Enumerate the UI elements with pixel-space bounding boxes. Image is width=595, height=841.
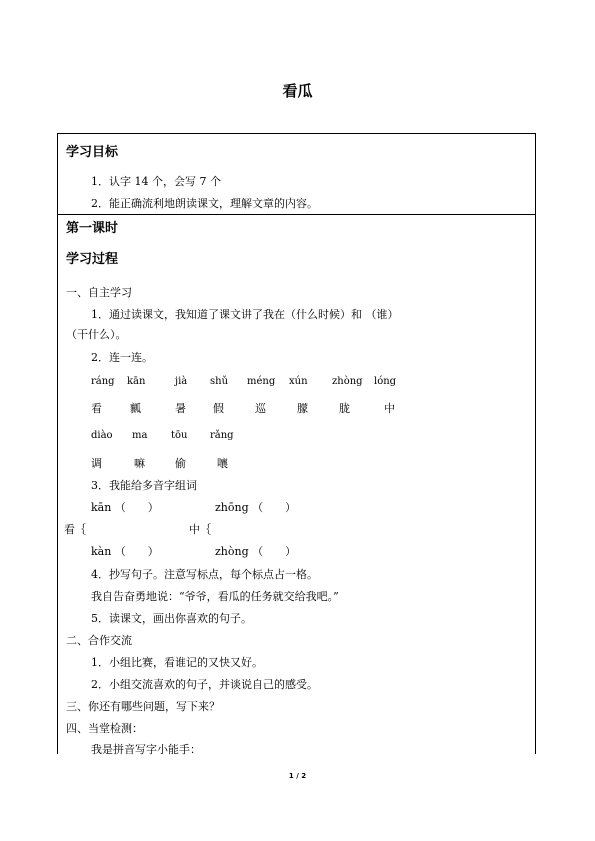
character-item: 朦 [297, 402, 308, 415]
pinyin-item: jià [175, 376, 188, 387]
cooperation-item-2: 2．小组交流喜欢的句子，并谈说自己的感受。 [91, 678, 318, 691]
question-1-line-1: 1．通过读课文，我知道了课文讲了我在（什么时候）和 （谁） [91, 308, 399, 321]
pinyin-item: ráng [91, 376, 115, 387]
character-item: 胧 [339, 402, 350, 415]
polyphone-zhong-char: 中｛ [189, 523, 211, 536]
character-item: 嘛 [134, 457, 145, 470]
character-item: 瓤 [130, 402, 141, 415]
goal-item-1: 1．认字 14 个，会写 7 个 [91, 175, 221, 188]
question-5: 5．读课文，画出你喜欢的句子。 [91, 612, 252, 625]
polyphone-zhong-first: zhōng （ ） [215, 501, 297, 514]
pinyin-item: zhòng [332, 376, 363, 387]
character-item: 看 [91, 402, 102, 415]
page-number: 1 / 2 [288, 772, 307, 780]
pinyin-item: shǔ [210, 376, 229, 387]
pinyin-item: tōu [171, 430, 188, 441]
process-heading: 学习过程 [66, 252, 119, 267]
character-item: 偷 [175, 457, 186, 470]
section-test: 四、当堂检测： [66, 722, 143, 735]
character-item: 调 [91, 457, 102, 470]
question-1-line-2: （干什么）。 [66, 328, 127, 341]
polyphone-kan-char: 看｛ [64, 523, 86, 536]
goal-item-2: 2．能正确流利地朗读课文，理解文章的内容。 [91, 197, 318, 210]
character-item: 嚷 [217, 457, 228, 470]
pinyin-item: méng [247, 376, 276, 387]
section-questions: 三、你还有哪些问题，写下来？ [66, 700, 220, 713]
lesson-period: 第一课时 [66, 221, 119, 236]
question-4-sentence: 我自告奋勇地说：“爷爷，看瓜的任务就交给我吧。” [91, 590, 339, 603]
question-2: 2．连一连。 [91, 351, 153, 364]
polyphone-kan-fourth: kàn （ ） [91, 545, 159, 558]
question-4: 4．抄写句子。注意写标点，每个标点占一格。 [91, 568, 318, 581]
section-cooperation: 二、合作交流 [66, 634, 132, 647]
goals-heading: 学习目标 [66, 145, 119, 160]
pinyin-item: diào [91, 430, 113, 441]
pinyin-item: ma [132, 430, 148, 441]
pinyin-item: lóng [374, 376, 397, 387]
character-item: 中 [384, 402, 395, 415]
page-title: 看瓜 [282, 82, 313, 100]
character-item: 暑 [175, 402, 186, 415]
polyphone-zhong-fourth: zhòng （ ） [215, 545, 297, 558]
lesson-section [57, 214, 536, 754]
test-item-1: 我是拼音写字小能手： [91, 743, 201, 756]
question-3: 3．我能给多音字组词 [91, 479, 197, 492]
character-item: 巡 [255, 402, 266, 415]
polyphone-kan-first: kān （ ） [91, 501, 159, 514]
pinyin-item: kān [127, 376, 146, 387]
character-item: 假 [213, 402, 224, 415]
section-self-study: 一、自主学习 [66, 286, 132, 299]
goals-section [57, 133, 536, 215]
pinyin-item: xún [289, 376, 308, 387]
pinyin-item: rǎng [210, 430, 234, 441]
cooperation-item-1: 1．小组比赛，看谁记的又快又好。 [91, 656, 263, 669]
